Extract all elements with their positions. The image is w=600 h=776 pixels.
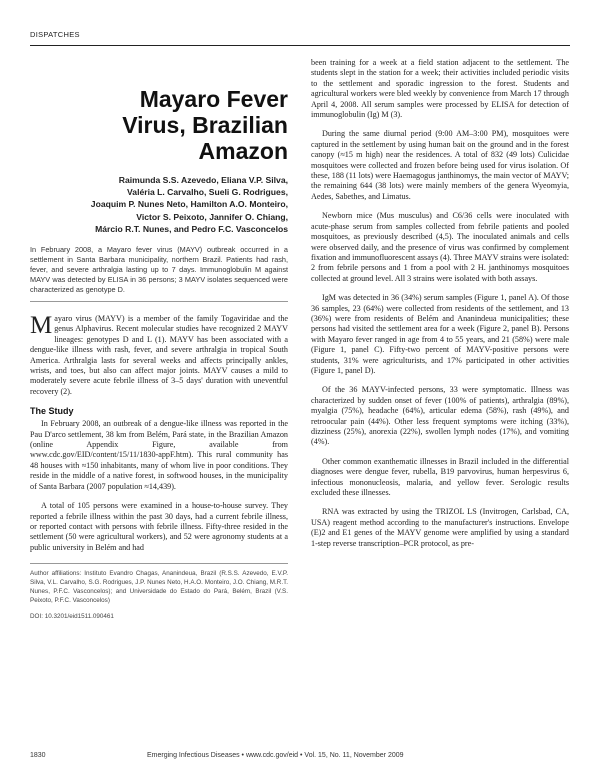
body-paragraph: A total of 105 persons were examined in a house-to-house survey. They reported a febrile illness within the past 30 days, had a current febrile illness, or reported contact with persons with febrile illness. Fifty-three resided in the settlement (50 were agricultural workers), and 52 were agronomy students at a public university in Belém and had: [30, 501, 288, 552]
body-paragraph: Newborn mice (Mus musculus) and C6/36 cells were inoculated with acute-phase serum from samples collected from febrile patients and pooled mosquitoes, as previously described (4,5). The inoculated animals and cells were observed daily, and the presence of virus was confirmed by complement fixation and immunofluorescent assays (4). Three MAYV strains were isolated: 2 from febrile persons and 1 from a pool with 2 H. janthinomys mosquitoes collected at ground level. All 3 strains were isolated with both assays.: [311, 211, 569, 283]
intro-text: ayaro virus (MAYV) is a member of the family Togaviridae and the genus Alphavirus. Recent molecular studies have recognized 2 MAYV lineages: genotypes D and L (1). MAYV has been associated with a dengue-like illness with rash, fever, and severe arthralgia in tropical South America. Arthralgia lasts for several weeks and affects principally ankles, wrists, and toes, but also can affect major joints. MAYV causes a mild to moderately severe acute febrile illness of 3–5 days' duration with uneventful recovery (2).: [30, 314, 288, 396]
journal-citation: Emerging Infectious Diseases • www.cdc.gov/eid • Vol. 15, No. 11, November 2009: [147, 752, 404, 759]
author-affiliations: Author affiliations: Instituto Evandro Chagas, Ananindeua, Brazil (R.S.S. Azevedo, E.V.P. Silva, V.L. Carvalho, S.G. Rodrigues, J.P. Nunes Neto, H.A.O. Monteiro, J.O. Chiang, M.R.T. Nunes, P.F.C. Vasconcelos); and Universidade do Estado do Pará, Belém, Brazil (V.S. Peixoto, P.F.C. Vasconcelos): [30, 570, 288, 605]
body-paragraph: been training for a week at a field station adjacent to the settlement. The students slept in the station for a week; their activities included periodic visits to the settlement and sporadic ingression to the forest. Students and agricultural workers were bled weekly by convenience from March 17 through April 4, 2008. All serum samples were processed by ELISA for detection of immunoglobulin (Ig) M (3).: [311, 58, 569, 120]
drop-cap: M: [30, 312, 53, 340]
article-title: [30, 86, 288, 164]
author-line: Joaquim P. Nunes Neto, Hamilton A.O. Monteiro,: [90, 199, 288, 210]
body-paragraph: During the same diurnal period (9:00 AM–3:00 PM), mosquitoes were captured in the settlement by using human bait on the ground and in the forest canopy (≈15 m high) near the residences. A total of 832 (49 lots) Culicidae mosquitoes were collected and frozen before being used for virus isolation. Of these, 188 (11 lots) were Haemagogus janthinomys, the main vector of MAYV; the remaining 644 (38 lots) were mainly members of the genera Wyeomyia, Aedes, Sabethes, and Limatus.: [311, 129, 569, 201]
body-paragraph: Other common exanthematic illnesses in Brazil included in the differential diagnoses were dengue fever, rubella, B19 parvovirus, human herpesvirus 6, infectious mononucleosis, malaria, and yellow fever. Serologic results excluded these illnesses.: [311, 456, 569, 498]
right-column: [311, 58, 569, 549]
title-line: Virus, Brazilian: [122, 112, 288, 138]
abstract: In February 2008, a Mayaro fever virus (MAYV) outbreak occurred in a settlement in Santa Barbara municipality, northern Brazil. Patients had rash, fever, and severe arthralgia lasting up to 7 days. Immunoglobulin M against MAYV was detected by ELISA in 36 persons; 3 MAYV isolates sequenced were characterized as genotype D.: [30, 245, 288, 295]
author-list: [30, 174, 288, 235]
body-paragraph: Of the 36 MAYV-infected persons, 33 were symptomatic. Illness was characterized by sudden onset of fever (100% of patients), arthralgia (89%), myalgia (75%), headache (64%), articular edema (58%), rash (49%), and retroocular pain (44%). Other less frequent symptoms were itching (33%), dizziness (25%), anorexia (22%), swollen lymph nodes (17%), and vomiting (4%).: [311, 385, 569, 447]
section-label: DISPATCHES: [30, 30, 80, 39]
title-line: Amazon: [198, 138, 288, 164]
body-paragraph: IgM was detected in 36 (34%) serum samples (Figure 1, panel A). Of those 36 samples, 23 (64%) were collected from residents of the settlement, and 13 (36%) were from residents of Belém and Ananindeua municipalities; these persons had visited the settlement area for a week (Figure 2, panel B). Persons with Mayaro fever ranged in age from 4 to 55 years, and 21 (58%) were male (Figure 1, panel C). Fifty-two percent of MAYV-positive persons were students, 31% were agriculturists, and 17% participated in other activities (Figure 1, panel D).: [311, 293, 569, 375]
header-rule: [30, 45, 570, 46]
left-column: [30, 58, 288, 620]
doi: DOI: 10.3201/eid1511.090461: [30, 613, 114, 621]
intro-paragraph: [30, 314, 288, 397]
body-paragraph: RNA was extracted by using the TRIZOL LS (Invitrogen, Carlsbad, CA, USA) reagent method according to the manufacturer's instructions. Envelope (E)2 and E1 genes of the MAYV genome were amplified by using a standard 1-step reverse transcription–PCR protocol, as pre-: [311, 507, 569, 548]
abstract-rule: [30, 301, 288, 302]
author-line: Raimunda S.S. Azevedo, Eliana V.P. Silva,: [118, 175, 288, 185]
author-line: Valéria L. Carvalho, Sueli G. Rodrigues,: [127, 187, 288, 198]
affiliation-rule: [30, 563, 288, 564]
author-line: Victor S. Peixoto, Jannifer O. Chiang,: [136, 211, 288, 222]
study-heading: The Study: [30, 406, 74, 417]
author-line: Márcio R.T. Nunes, and Pedro F.C. Vasconcelos: [95, 223, 288, 234]
page-number: 1830: [30, 752, 46, 759]
title-line: Mayaro Fever: [139, 86, 288, 112]
body-paragraph: In February 2008, an outbreak of a dengue-like illness was reported in the Pau D'arco settlement, 38 km from Belém, Pará state, in the Brazilian Amazon (online Appendix Figure, available from www.cdc.gov/EID/content/15/11/1830-appF.htm). This rural community has 48 houses with ≈150 inhabitants, many of whom live in poor conditions. They reside in the middle of a native forest, in softwood houses, in the municipality of Santa Barbara (2007 population ≈14,439).: [30, 419, 288, 491]
